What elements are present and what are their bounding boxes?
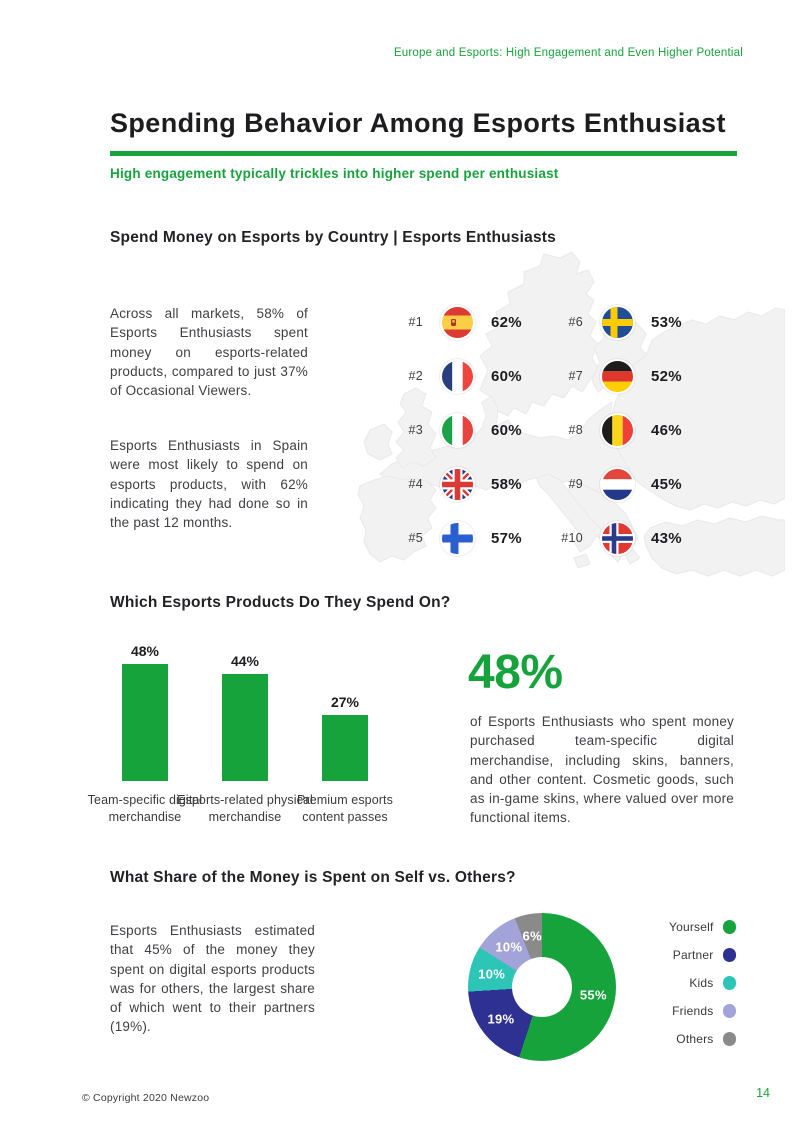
rank-label: #3 bbox=[408, 423, 423, 437]
rank-label: #8 bbox=[568, 423, 583, 437]
rank-row-belgium bbox=[549, 412, 682, 448]
rank-label: #9 bbox=[568, 477, 583, 491]
rank-value: 52% bbox=[651, 367, 682, 385]
donut-slice-label-kids: 10% bbox=[478, 966, 506, 982]
finland-flag-icon bbox=[440, 521, 475, 556]
donut-slice-label-others: 6% bbox=[522, 928, 542, 944]
bar-value-label: 48% bbox=[130, 642, 160, 659]
section-title-country-spend: Spend Money on Esports by Country | Esports Enthusiasts bbox=[110, 229, 556, 246]
norway-flag-icon bbox=[600, 521, 635, 556]
legend-item-yourself bbox=[610, 913, 736, 941]
rank-value: 58% bbox=[491, 475, 522, 493]
rank-label: #7 bbox=[568, 369, 583, 383]
rank-row-finland bbox=[389, 520, 522, 556]
bar-premium-esports-content-passes bbox=[322, 715, 368, 781]
legend-dot-partner bbox=[723, 948, 737, 962]
donut-slice-label-partner: 19% bbox=[487, 1011, 515, 1027]
donut-slice-label-yourself: 55% bbox=[579, 987, 607, 1003]
bar-value-label: 44% bbox=[230, 652, 260, 669]
rank-row-united-kingdom bbox=[389, 466, 522, 502]
country-spend-paragraph-2: Esports Enthusiasts in Spain were most likely to spend on esports products, with 62% indicating they had done so in the past 12 months. bbox=[110, 438, 308, 531]
self-vs-others-paragraph: Esports Enthusiasts estimated that 45% of the money they spent on digital esports products was for others, the largest share of which went to their partners (19%). bbox=[110, 923, 315, 1035]
map-sicily bbox=[574, 554, 590, 568]
rank-label: #4 bbox=[408, 477, 423, 491]
legend-label: Partner bbox=[672, 948, 714, 962]
bar-category-label: Team-specific digital merchandise bbox=[87, 793, 203, 824]
legend-item-kids bbox=[610, 969, 736, 997]
rank-row-spain bbox=[389, 304, 522, 340]
legend-label: Kids bbox=[689, 976, 714, 990]
title-underline bbox=[110, 151, 737, 156]
germany-flag-icon bbox=[600, 359, 635, 394]
sweden-flag-icon bbox=[600, 305, 635, 340]
rank-row-netherlands bbox=[549, 466, 682, 502]
section-title-self-vs-others: What Share of the Money is Spent on Self vs. Others? bbox=[110, 869, 516, 886]
page-number: 14 bbox=[756, 1086, 770, 1100]
rank-value: 60% bbox=[491, 421, 522, 439]
rank-label: #1 bbox=[408, 315, 423, 329]
donut-slice-label-friends: 10% bbox=[495, 939, 523, 955]
legend-dot-others bbox=[723, 1032, 737, 1046]
rank-row-germany bbox=[549, 358, 682, 394]
legend-item-friends bbox=[610, 997, 736, 1025]
netherlands-flag-icon bbox=[600, 467, 635, 502]
rank-value: 46% bbox=[651, 421, 682, 439]
legend-label: Yourself bbox=[668, 920, 714, 934]
belgium-flag-icon bbox=[600, 413, 635, 448]
legend-item-others bbox=[610, 1025, 736, 1053]
section-title-products: Which Esports Products Do They Spend On? bbox=[110, 594, 451, 611]
rank-label: #6 bbox=[568, 315, 583, 329]
rank-row-norway bbox=[549, 520, 682, 556]
legend-dot-yourself bbox=[723, 920, 737, 934]
copyright-text: © Copyright 2020 Newzoo bbox=[82, 1092, 210, 1104]
bar-team-specific-digital-merchandise bbox=[122, 664, 168, 781]
country-spend-paragraph-1: Across all markets, 58% of Esports Enthusiasts spent money on esports-related products, compared to just 37% of Occasional Viewers. bbox=[110, 306, 308, 399]
spain-flag-icon bbox=[440, 305, 475, 340]
legend-item-partner bbox=[610, 941, 736, 969]
donut-legend bbox=[610, 913, 736, 1053]
united-kingdom-flag-icon bbox=[440, 467, 475, 502]
self-vs-others-donut-chart bbox=[468, 913, 616, 1061]
rank-row-italy bbox=[389, 412, 522, 448]
bar-category-label: Esports-related physical merchandise bbox=[177, 793, 313, 824]
rank-label: #5 bbox=[408, 531, 423, 545]
italy-flag-icon bbox=[440, 413, 475, 448]
france-flag-icon bbox=[440, 359, 475, 394]
rank-value: 60% bbox=[491, 367, 522, 385]
report-header: Europe and Esports: High Engagement and Even Higher Potential bbox=[393, 47, 743, 59]
rank-value: 57% bbox=[491, 529, 522, 547]
rank-value: 62% bbox=[491, 313, 522, 331]
legend-dot-kids bbox=[723, 976, 737, 990]
rank-value: 45% bbox=[651, 475, 682, 493]
page-subtitle: High engagement typically trickles into higher spend per enthusiast bbox=[110, 166, 559, 181]
bar-category-label: Premium esports content passes bbox=[297, 793, 393, 824]
rank-label: #10 bbox=[561, 531, 583, 545]
highlight-paragraph: of Esports Enthusiasts who spent money purchased team-specific digital merchandise, including skins, banners, and other content. Cosmetic goods, such as in-game skins, where valued over more functional items. bbox=[470, 714, 734, 826]
rank-value: 53% bbox=[651, 313, 682, 331]
donut-hole bbox=[512, 957, 572, 1017]
rank-label: #2 bbox=[408, 369, 423, 383]
page-title: Spending Behavior Among Esports Enthusiast bbox=[110, 108, 726, 138]
legend-label: Others bbox=[676, 1032, 714, 1046]
bar-value-label: 27% bbox=[330, 694, 360, 711]
legend-dot-friends bbox=[723, 1004, 737, 1018]
rank-row-france bbox=[389, 358, 522, 394]
highlight-percentage: 48% bbox=[468, 646, 563, 699]
bar-esports-related-physical-merchandise bbox=[222, 674, 268, 781]
map-ireland bbox=[364, 424, 392, 460]
rank-value: 43% bbox=[651, 529, 682, 547]
legend-label: Friends bbox=[672, 1004, 714, 1018]
rank-row-sweden bbox=[549, 304, 682, 340]
